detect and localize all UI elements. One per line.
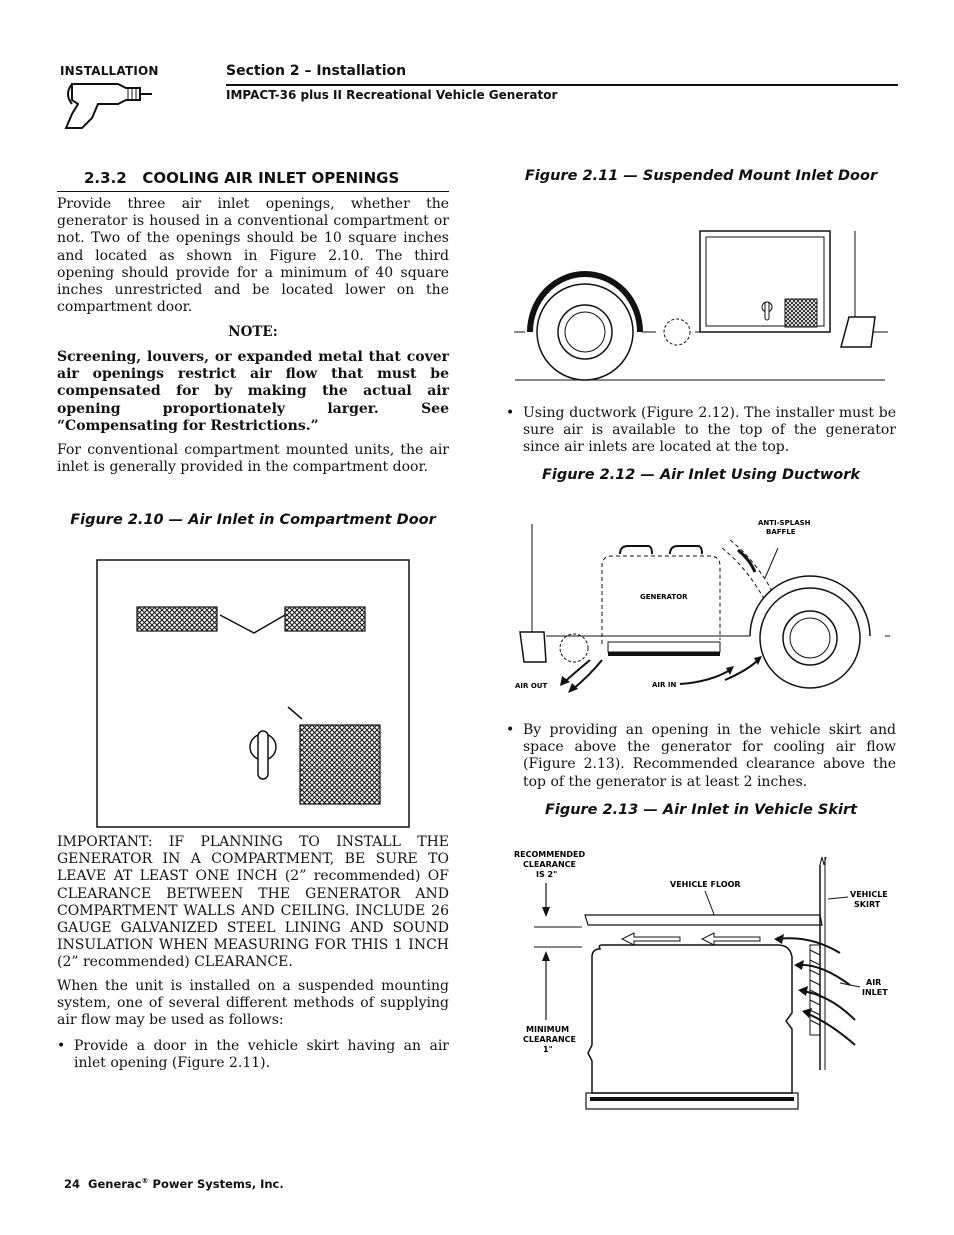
lower-inlet — [300, 725, 380, 804]
figure-2-13-vehicle-skirt — [510, 845, 895, 1120]
svg-text:CLEARANCE: CLEARANCE — [523, 1035, 577, 1044]
air-out-label: AIR OUT — [515, 682, 548, 690]
document-subtitle: IMPACT-36 plus II Recreational Vehicle Generator — [226, 88, 558, 102]
minimum-label: MINIMUM — [526, 1025, 570, 1034]
registered-mark: ® — [141, 1177, 149, 1186]
heading-rule — [57, 191, 449, 192]
bullet-skirt: • By providing an opening in the vehicle skirt and space above the generator for cooling air flow (Figure 2.13). Recommended clearance above the top of the generator is at least 2 inches. — [506, 722, 896, 790]
header-rule — [226, 84, 898, 86]
note-text: Screening, louvers, or expanded metal that cover air openings restrict air flow that must be compensated for by making the actual air opening proportionately larger. See “Compensating for Restrictions.” — [57, 349, 449, 434]
important-paragraph: IMPORTANT: IF PLANNING TO INSTALL THE GENERATOR IN A COMPARTMENT, BE SURE TO LEAVE AT LEAST ONE INCH (2” recommended) OF CLEARANCE BETWEEN THE GENERATOR AND COMPARTMENT WALLS AND CEILING. INCLUDE 26 GAUGE GALVANIZED STEEL LINING AND SOUND INSULATION WHEN MEASURING FOR THIS 1 INCH (2” recommended) CLEARANCE. — [57, 834, 449, 971]
upper-right-inlet — [285, 607, 365, 631]
company-name: Generac — [88, 1177, 142, 1191]
svg-text:IS 2": IS 2" — [536, 870, 558, 879]
air-inlet-label: AIR — [866, 978, 882, 987]
section-title: Section 2 – Installation — [226, 63, 407, 79]
generator-label: GENERATOR — [640, 593, 688, 601]
company-suffix: Power Systems, Inc. — [148, 1177, 284, 1191]
recommended-label: RECOMMENDED — [514, 850, 586, 859]
vehicle-skirt-label: VEHICLE — [850, 890, 888, 899]
baffle-label: BAFFLE — [766, 528, 796, 536]
vehicle-floor-label: VEHICLE FLOOR — [670, 880, 741, 889]
door-handle-icon — [250, 731, 276, 779]
figure-2-12-caption: Figure 2.12 — Air Inlet Using Ductwork — [541, 467, 861, 483]
svg-text:SKIRT: SKIRT — [854, 900, 881, 909]
installation-tab-label: INSTALLATION — [60, 64, 159, 78]
installation-tab — [58, 62, 168, 130]
bullet-door: • Provide a door in the vehicle skirt having an air inlet opening (Figure 2.11). — [57, 1038, 449, 1072]
svg-text:CLEARANCE: CLEARANCE — [523, 860, 577, 869]
anti-splash-label: ANTI-SPLASH — [758, 519, 811, 527]
upper-left-inlet — [137, 607, 217, 631]
suspended-paragraph: When the unit is installed on a suspended mounting system, one of several different methods of supplying air flow may be used as follows: — [57, 978, 449, 1029]
figure-2-11-caption: Figure 2.11 — Suspended Mount Inlet Door — [524, 168, 878, 184]
figure-2-10-caption: Figure 2.10 — Air Inlet in Compartment Door — [70, 512, 436, 528]
figure-2-11-suspended-mount — [510, 225, 895, 385]
drill-icon — [58, 78, 158, 130]
figure-2-10-compartment-door — [57, 545, 457, 835]
section-heading: 2.3.2 COOLING AIR INLET OPENINGS — [84, 169, 400, 187]
intro-paragraph: Provide three air inlet openings, whether the generator is housed in a conventional compartment or not. Two of the openings should be 10 square inches and located as shown in Figure 2.10. The third opening should provide for a minimum of 40 square inches unrestricted and be located lower on the compartment door. — [57, 196, 449, 316]
page-number: 24 — [64, 1177, 81, 1191]
page-footer — [64, 1177, 284, 1191]
note-label: NOTE: — [228, 324, 278, 340]
figure-2-13-caption: Figure 2.13 — Air Inlet in Vehicle Skirt — [544, 802, 858, 818]
air-in-label: AIR IN — [652, 681, 677, 689]
bullet-ductwork: • Using ductwork (Figure 2.12). The installer must be sure air is available to the top of the generator since air inlets are located at the top. — [506, 405, 896, 456]
svg-text:INLET: INLET — [862, 988, 888, 997]
figure-2-12-ductwork — [510, 510, 895, 700]
svg-text:1": 1" — [543, 1045, 553, 1054]
conventional-paragraph: For conventional compartment mounted units, the air inlet is generally provided in the compartment door. — [57, 442, 449, 476]
